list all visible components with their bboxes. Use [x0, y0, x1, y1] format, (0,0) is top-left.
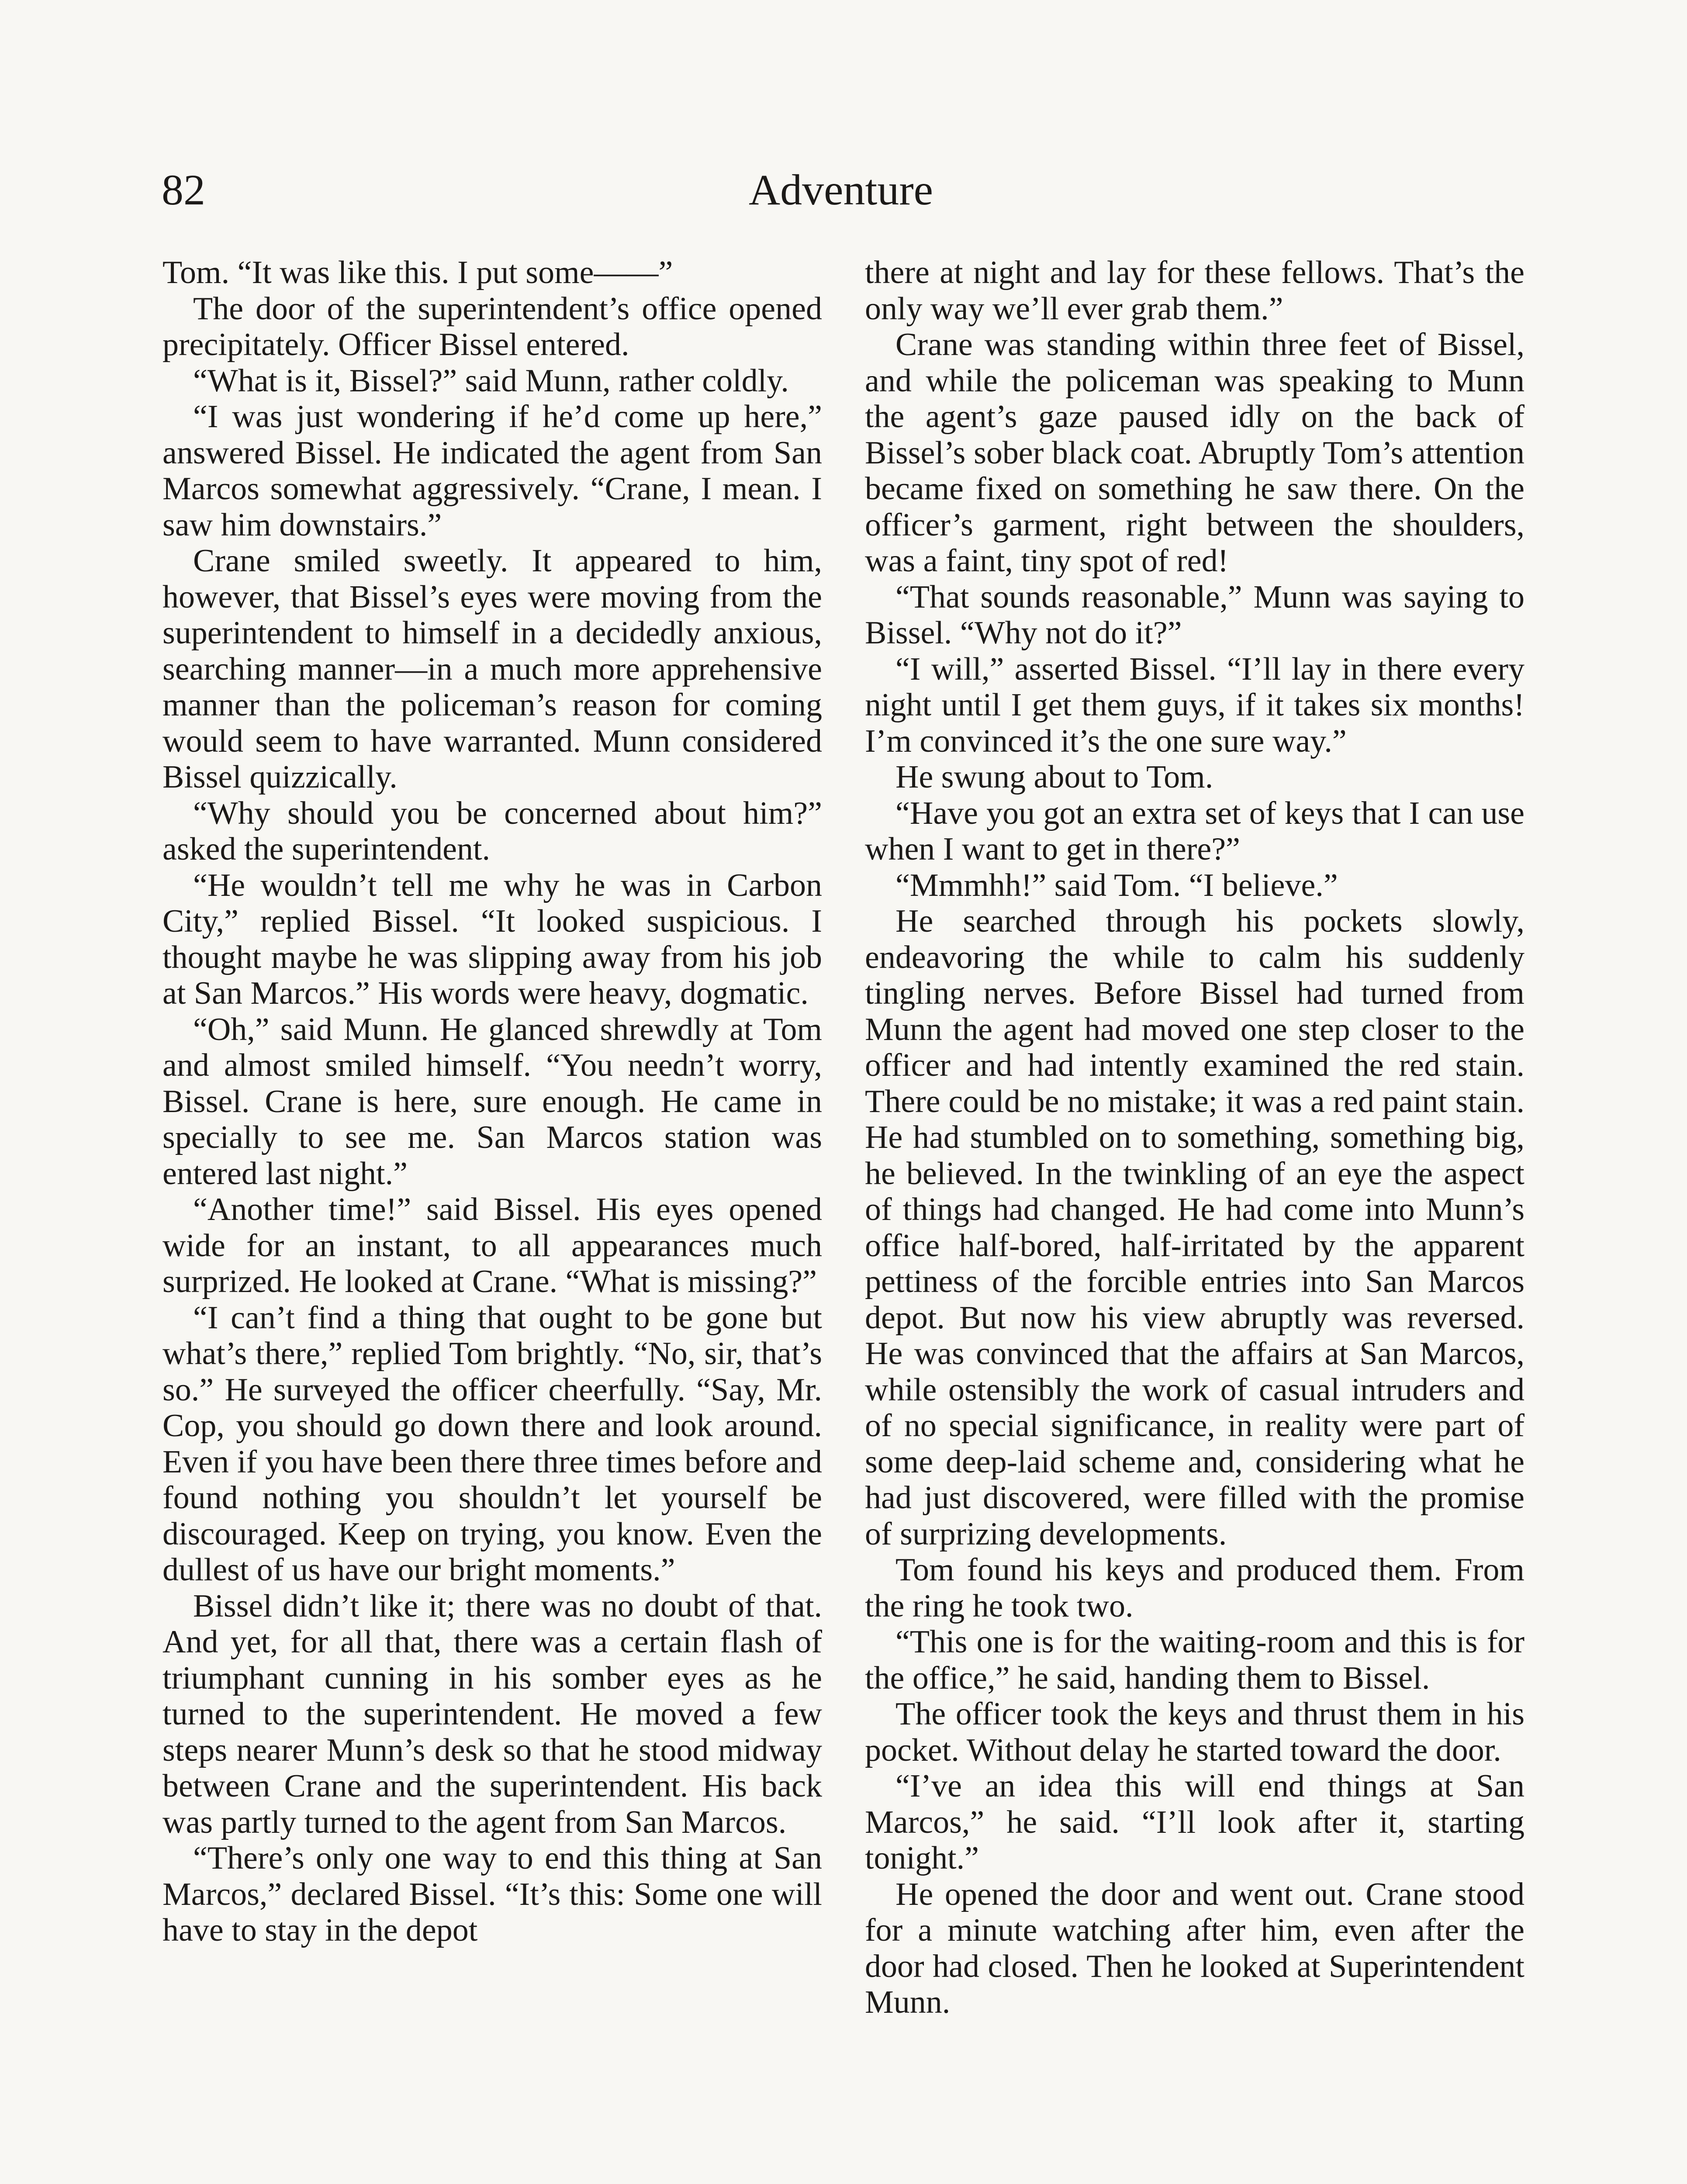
paragraph: “I can’t find a thing that ought to be gone but what’s there,” replied Tom brightly. “No, sir, that’s so.” He surveyed the officer cheerfully. “Say, Mr. Cop, you should go down there and look around. Even if you have been there three times before and found nothing you shouldn’t let yourself be discouraged. Keep on trying, you know. Even the dullest of us have our bright moments.”: [162, 1299, 822, 1588]
paragraph: “Why should you be concerned about him?” asked the superintendent.: [162, 795, 822, 867]
paragraph: He swung about to Tom.: [895, 759, 1213, 795]
paragraph: “This one is for the waiting-room and this is for the office,” he said, handing them to Bissel.: [865, 1624, 1525, 1696]
paragraph: The door of the superintendent’s office opened precipitately. Officer Bissel entered.: [162, 290, 822, 363]
paragraph: He searched through his pockets slowly, endeavoring the while to calm his suddenly tingling nerves. Before Bissel had turned from Munn the agent had moved one step closer to the officer and had intently examined the red stain. There could be no mistake; it was a red paint stain. He had stumbled on to something, something big, he believed. In the twinkling of an eye the aspect of things had changed. He had come into Munn’s office half-bored, half-irritated by the apparent pettiness of the forcible entries into San Marcos depot. But now his view abruptly was reversed. He was convinced that the affairs at San Marcos, while ostensibly the work of casual intruders and of no special significance, in reality were part of some deep-laid scheme and, considering what he had just discovered, were filled with the promise of surprizing developments.: [865, 903, 1525, 1552]
page-header: [162, 157, 1520, 223]
paragraph: “I will,” asserted Bissel. “I’ll lay in there every night until I get them guys, if it takes six months! I’m convinced it’s the one sure way.”: [865, 651, 1525, 759]
paragraph: “That sounds reasonable,” Munn was saying to Bissel. “Why not do it?”: [865, 579, 1525, 651]
paragraph: He opened the door and went out. Crane stood for a minute watching after him, even after the door had closed. Then he looked at Superintendent Munn.: [865, 1876, 1525, 2020]
paragraph: “Mmmhh!” said Tom. “I believe.”: [895, 867, 1338, 903]
paragraph: Tom found his keys and produced them. From the ring he took two.: [865, 1552, 1525, 1624]
left-column: [162, 255, 822, 1949]
paragraph: “Have you got an extra set of keys that I can use when I want to get in there?”: [865, 795, 1525, 867]
paragraph: there at night and lay for these fellows. That’s the only way we’ll ever grab them.”: [865, 255, 1525, 327]
paragraph: Bissel didn’t like it; there was no doubt of that. And yet, for all that, there was a certain flash of triumphant cunning in his somber eyes as he turned to the superintendent. He moved a few steps nearer Munn’s desk so that he stood midway between Crane and the superintendent. His back was partly turned to the agent from San Marcos.: [162, 1588, 822, 1840]
running-title: Adventure: [748, 166, 933, 214]
paragraph: “He wouldn’t tell me why he was in Carbon City,” replied Bissel. “It looked suspicious. I thought maybe he was slipping away from his job at San Marcos.” His words were heavy, dogmatic.: [162, 867, 822, 1011]
paragraph: “There’s only one way to end this thing at San Marcos,” declared Bissel. “It’s this: Some one will have to stay in the depot: [162, 1840, 822, 1948]
paragraph: “Oh,” said Munn. He glanced shrewdly at Tom and almost smiled himself. “You needn’t worry, Bissel. Crane is here, sure enough. He came in specially to see me. San Marcos station was entered last night.”: [162, 1011, 822, 1192]
paragraph: The officer took the keys and thrust them in his pocket. Without delay he started toward the door.: [865, 1696, 1525, 1768]
right-column: [865, 255, 1525, 2021]
paragraph: “What is it, Bissel?” said Munn, rather coldly.: [193, 363, 789, 399]
paragraph: “I was just wondering if he’d come up here,” answered Bissel. He indicated the agent from San Marcos somewhat aggressively. “Crane, I mean. I saw him downstairs.”: [162, 399, 822, 543]
page-number: 82: [162, 166, 205, 214]
paragraph: “I’ve an idea this will end things at San Marcos,” he said. “I’ll look after it, starting tonight.”: [865, 1768, 1525, 1876]
paragraph: Crane was standing within three feet of Bissel, and while the policeman was speaking to Munn the agent’s gaze paused idly on the back of Bissel’s sober black coat. Abruptly Tom’s attention became fixed on something he saw there. On the officer’s garment, right between the shoulders, was a faint, tiny spot of red!: [865, 327, 1525, 579]
paragraph: Tom. “It was like this. I put some——”: [162, 255, 673, 290]
paragraph: Crane smiled sweetly. It appeared to him, however, that Bissel’s eyes were moving from the superintendent to himself in a decidedly anxious, searching manner—in a much more apprehensive manner than the policeman’s reason for coming would seem to have warranted. Munn considered Bissel quizzically.: [162, 543, 822, 795]
paragraph: “Another time!” said Bissel. His eyes opened wide for an instant, to all appearances much surprized. He looked at Crane. “What is missing?”: [162, 1192, 822, 1299]
